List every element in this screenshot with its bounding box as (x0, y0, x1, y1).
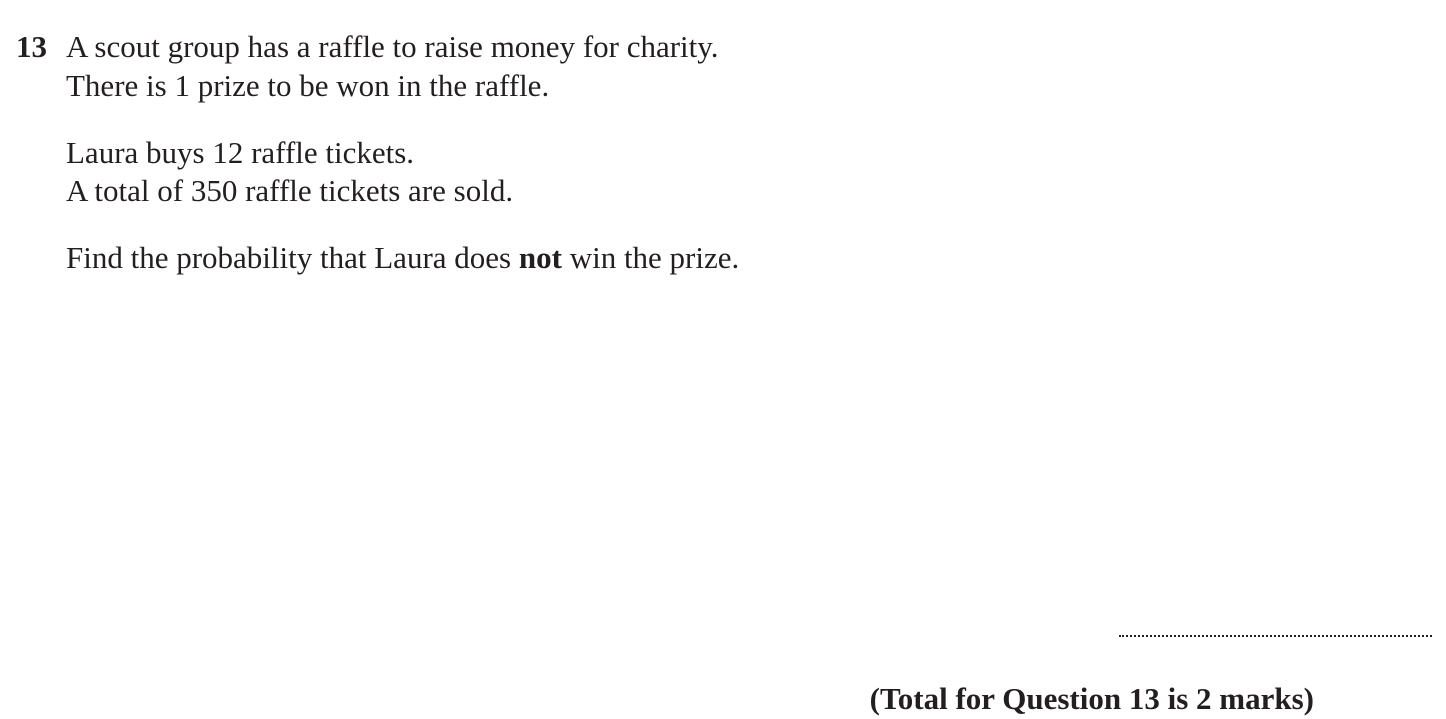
question-text-line-4: A total of 350 raffle tickets are sold. (66, 173, 514, 208)
question-text-line-1: A scout group has a raffle to raise money for charity. (66, 29, 719, 64)
question-prompt (66, 239, 739, 277)
question-text-line-2: There is 1 prize to be won in the raffle. (66, 68, 550, 103)
question-text-line-3: Laura buys 12 raffle tickets. (66, 135, 415, 170)
prompt-emphasis: not (518, 240, 562, 275)
question-number: 13 (16, 29, 47, 64)
answer-line[interactable] (1119, 635, 1432, 637)
prompt-before: Find the probability that Laura does (66, 240, 519, 275)
prompt-after: win the prize. (561, 240, 740, 275)
total-marks: (Total for Question 13 is 2 marks) (869, 681, 1314, 716)
